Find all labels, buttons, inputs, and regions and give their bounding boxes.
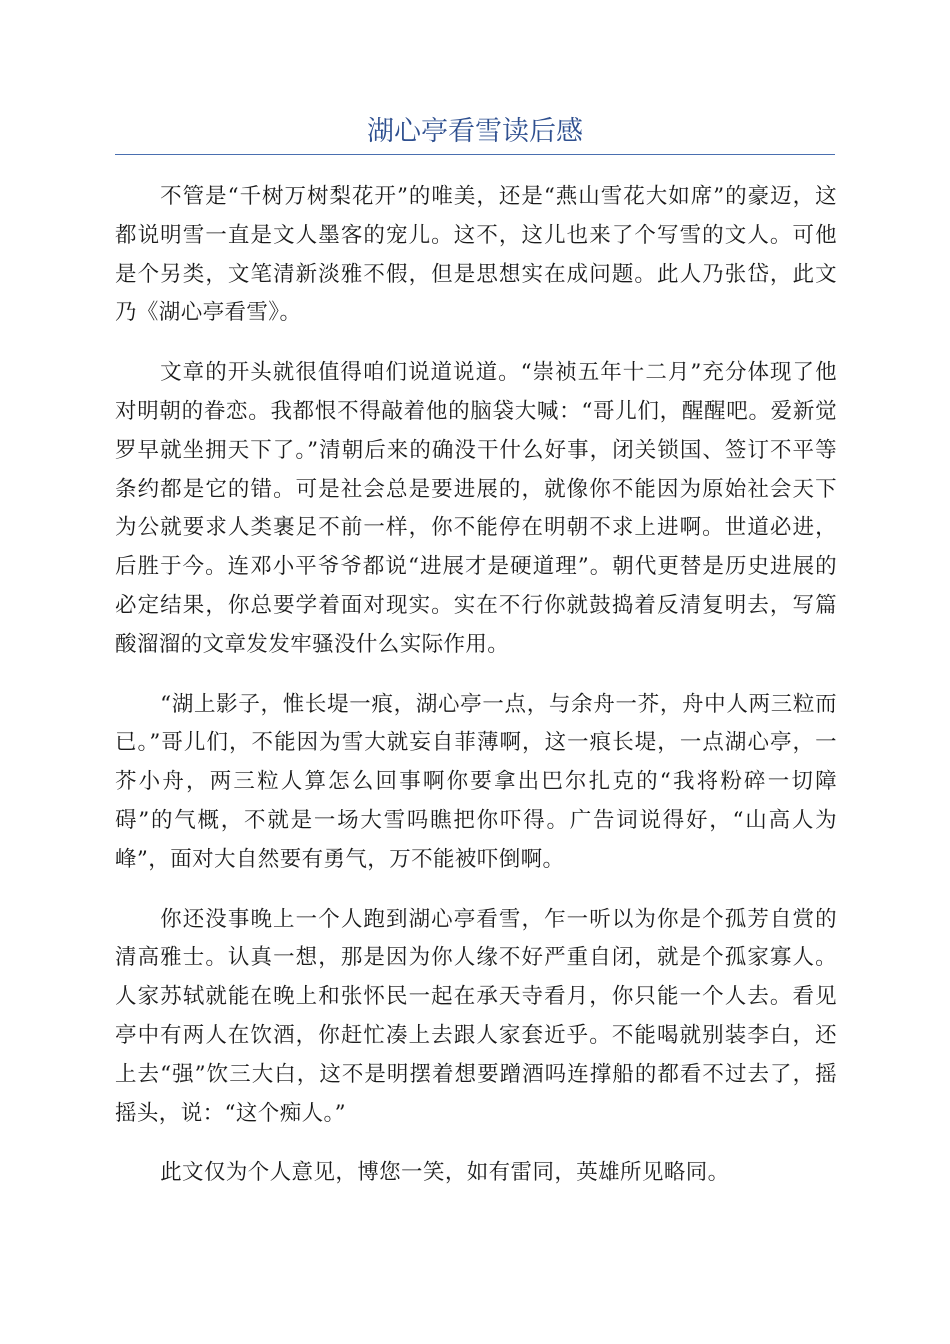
paragraph-3: “湖上影子，惟长堤一痕，湖心亭一点，与余舟一芥，舟中人两三粒而已。”哥儿们，不能因为雪大就妄自菲薄啊，这一痕长堤，一点湖心亭，一芥小舟，两三粒人算怎么回事啊你要拿出巴尔扎克的“我将粉碎一切障碍”的气概，不就是一场大雪吗瞧把你吓得。广告词说得好，“山高人为峰”，面对大自然要有勇气，万不能被吓倒啊。 xyxy=(115,691,837,872)
document-body xyxy=(115,178,837,1214)
paragraph-5: 此文仅为个人意见，博您一笑，如有雷同，英雄所见略同。 xyxy=(160,1160,730,1186)
paragraph-4: 你还没事晚上一个人跑到湖心亭看雪，乍一听以为你是个孤芳自赏的清高雅士。认真一想，那是因为你人缘不好严重自闭，就是个孤家寡人。人家苏轼就能在晚上和张怀民一起在承天寺看月，你只能一个人去。看见亭中有两人在饮酒，你赶忙凑上去跟人家套近乎。不能喝就别装李白，还上去“强”饮三大白，这不是明摆着想要蹭酒吗连撑船的都看不过去了，摇摇头，说：“这个痴人。” xyxy=(115,906,837,1126)
document-title: 湖心亭看雪读后感 xyxy=(367,116,583,147)
title-underline xyxy=(115,154,835,155)
paragraph-1: 不管是“千树万树梨花开”的唯美，还是“燕山雪花大如席”的豪迈，这都说明雪一直是文人墨客的宠儿。这不，这儿也来了个写雪的文人。可他是个另类，文笔清新淡雅不假，但是思想实在成问题。此人乃张岱，此文乃《湖心亭看雪》。 xyxy=(115,184,837,326)
paragraph-2: 文章的开头就很值得咱们说道说道。“崇祯五年十二月”充分体现了他对明朝的眷恋。我都恨不得敲着他的脑袋大喊：“哥儿们，醒醒吧。爱新觉罗早就坐拥天下了。”清朝后来的确没干什么好事，闭关锁国、签订不平等条约都是它的错。可是社会总是要进展的，就像你不能因为原始社会天下为公就要求人类裹足不前一样，你不能停在明朝不求上进啊。世道必进，后胜于今。连邓小平爷爷都说“进展才是硬道理”。朝代更替是历史进展的必定结果，你总要学着面对现实。实在不行你就鼓捣着反清复明去，写篇酸溜溜的文章发发牢骚没什么实际作用。 xyxy=(115,360,837,657)
